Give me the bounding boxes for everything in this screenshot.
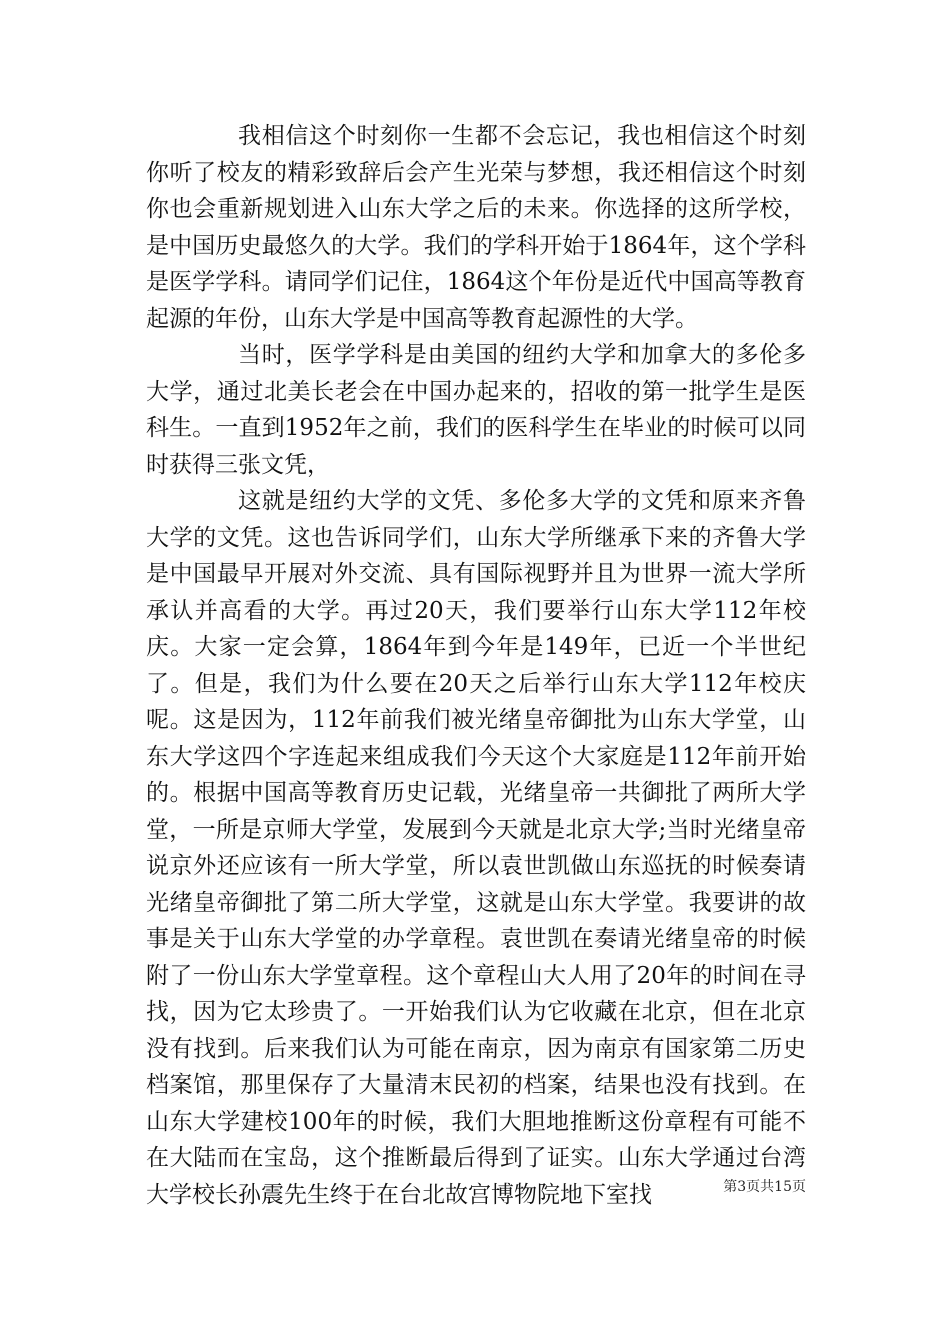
- page-number-footer: 第3页共15页: [723, 1179, 806, 1195]
- document-body: [146, 118, 806, 1213]
- paragraph-3: 这就是纽约大学的文凭、多伦多大学的文凭和原来齐鲁大学的文凭。这也告诉同学们，山东大学所继承下来的齐鲁大学是中国最早开展对外交流、具有国际视野并且为世界一流大学所承认并高看的大学。再过20天，我们要举行山东大学112年校庆。大家一定会算，1864年到今年是149年，已近一个半世纪了。但是，我们为什么要在20天之后举行山东大学112年校庆呢。这是因为，112年前我们被光绪皇帝御批为山东大学堂，山东大学这四个字连起来组成我们今天这个大家庭是112年前开始的。根据中国高等教育历史记载，光绪皇帝一共御批了两所大学堂，一所是京师大学堂，发展到今天就是北京大学;当时光绪皇帝说京外还应该有一所大学堂，所以袁世凯做山东巡抚的时候奏请光绪皇帝御批了第二所大学堂，这就是山东大学堂。我要讲的故事是关于山东大学堂的办学章程。袁世凯在奏请光绪皇帝的时候附了一份山东大学堂章程。这个章程山大人用了20年的时间在寻找，因为它太珍贵了。一开始我们认为它收藏在北京，但在北京没有找到。后来我们认为可能在南京，因为南京有国家第二历史档案馆，那里保存了大量清末民初的档案，结果也没有找到。在山东大学建校100年的时候，我们大胆地推断这份章程有可能不在大陆而在宝岛，这个推断最后得到了证实。山东大学通过台湾大学校长孙震先生终于在台北故宫博物院地下室找: [146, 488, 806, 1208]
- paragraph-1: 我相信这个时刻你一生都不会忘记，我也相信这个时刻你听了校友的精彩致辞后会产生光荣与梦想，我还相信这个时刻你也会重新规划进入山东大学之后的未来。你选择的这所学校，是中国历史最悠久的大学。我们的学科开始于1864年，这个学科是医学学科。请同学们记住，1864这个年份是近代中国高等教育起源的年份，山东大学是中国高等教育起源性的大学。: [146, 123, 806, 332]
- paragraph-2: 当时，医学学科是由美国的纽约大学和加拿大的多伦多大学，通过北美长老会在中国办起来的，招收的第一批学生是医科生。一直到1952年之前，我们的医科学生在毕业的时候可以同时获得三张文凭，: [146, 342, 806, 478]
